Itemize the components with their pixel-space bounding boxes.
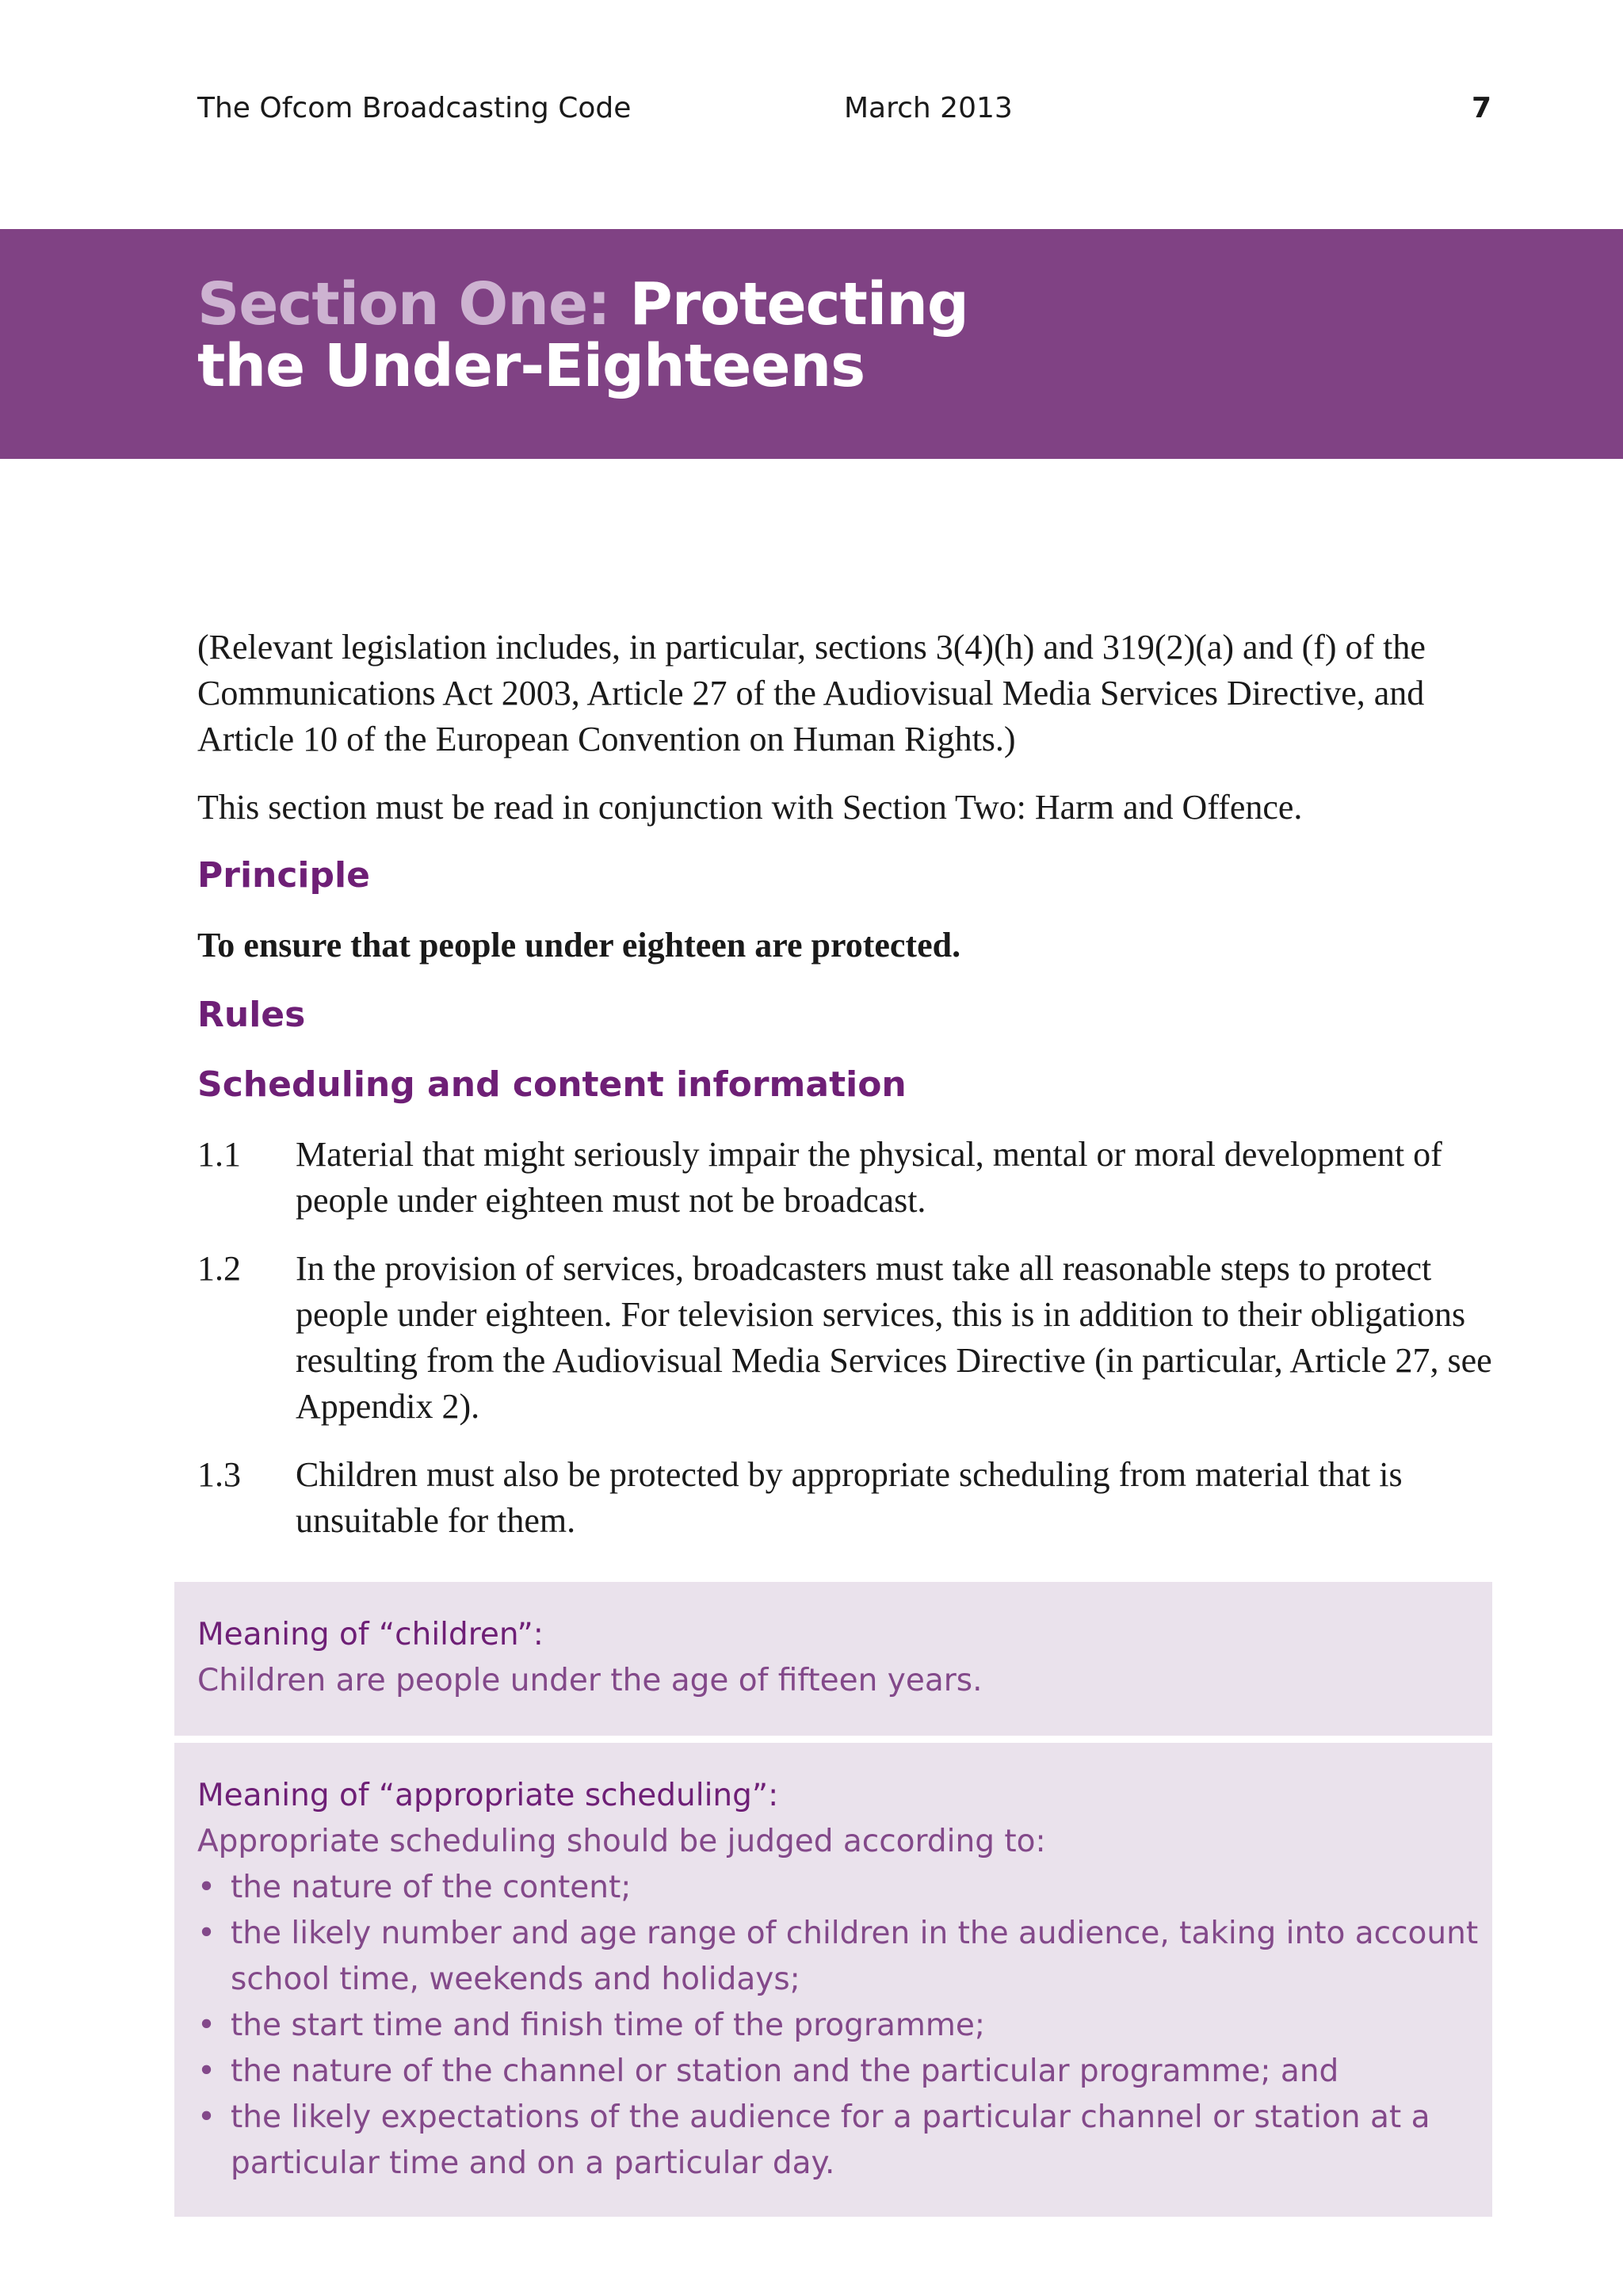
- section-banner: [0, 229, 1623, 459]
- list-item-text: the nature of the channel or station and the particular programme; and: [231, 2053, 1339, 2089]
- list-item: [197, 1865, 1492, 1911]
- list-item: [197, 2095, 1492, 2187]
- section-label: Section One:: [197, 270, 610, 338]
- bullet-icon: •: [197, 1916, 216, 1951]
- list-item-text: the start time and finish time of the programme;: [231, 2008, 985, 2043]
- section-title-part1: Protecting: [629, 270, 968, 338]
- scheduling-criteria-list: [197, 1865, 1492, 2187]
- rule-text: Material that might seriously impair the physical, mental or moral development of people under eighteen must not be broadcast.: [296, 1135, 1442, 1220]
- meaning-children-text: Children are people under the age of fifteen years.: [197, 1663, 983, 1698]
- scheduling-heading: Scheduling and content information: [197, 1064, 907, 1105]
- document-date: March 2013: [844, 92, 1013, 124]
- rule-item: [197, 1452, 1497, 1544]
- rule-text: In the provision of services, broadcasters must take all reasonable steps to protect people under eighteen. For television services, this is in addition to their obligations resulting from the Audiovisual Media Services Directive (in particular, Article 27, see Appendix 2).: [296, 1249, 1492, 1426]
- list-item: [197, 2049, 1492, 2095]
- section-title-part2: the Under-Eighteens: [197, 332, 865, 400]
- section-title: [197, 270, 968, 400]
- legislation-paragraph: (Relevant legislation includes, in particular, sections 3(4)(h) and 319(2)(a) and (f) of the Communications Act 2003, Article 27 of the Audiovisual Media Services Directive, and Article 10 of the European Convention on Human Rights.): [197, 628, 1426, 758]
- main-content: [197, 625, 1497, 1566]
- rules-heading: Rules: [197, 995, 306, 1035]
- list-item-text: the nature of the content;: [231, 1870, 632, 1905]
- rule-number: 1.3: [197, 1455, 241, 1494]
- meaning-children-box: [174, 1582, 1492, 1736]
- bullet-icon: •: [197, 2053, 216, 2089]
- principle-text: To ensure that people under eighteen are protected.: [197, 926, 961, 965]
- page-number: 7: [1471, 92, 1491, 124]
- document-title: The Ofcom Broadcasting Code: [197, 92, 632, 124]
- rule-text: Children must also be protected by appropriate scheduling from material that is unsuitable for them.: [296, 1455, 1403, 1540]
- list-item-text: the likely expectations of the audience for a particular channel or station at a particular time and on a particular day.: [231, 2099, 1430, 2181]
- principle-heading: Principle: [197, 855, 370, 896]
- running-header: [197, 92, 1491, 132]
- rule-number: 1.2: [197, 1249, 241, 1288]
- bullet-icon: •: [197, 2099, 216, 2135]
- meaning-scheduling-box: [174, 1743, 1492, 2217]
- bullet-icon: •: [197, 2008, 216, 2043]
- meaning-children-title: Meaning of “children”:: [197, 1617, 544, 1652]
- list-item-text: the likely number and age range of children in the audience, taking into account school time, weekends and holidays;: [231, 1916, 1479, 1997]
- meaning-scheduling-title: Meaning of “appropriate scheduling”:: [197, 1778, 779, 1813]
- list-item: [197, 2003, 1492, 2049]
- bullet-icon: •: [197, 1870, 216, 1905]
- rule-number: 1.1: [197, 1135, 241, 1174]
- list-item: [197, 1911, 1492, 2003]
- rule-item: [197, 1246, 1497, 1430]
- rule-item: [197, 1132, 1497, 1224]
- conjunction-paragraph: This section must be read in conjunction with Section Two: Harm and Offence.: [197, 788, 1303, 827]
- meaning-scheduling-intro: Appropriate scheduling should be judged according to:: [197, 1824, 1046, 1859]
